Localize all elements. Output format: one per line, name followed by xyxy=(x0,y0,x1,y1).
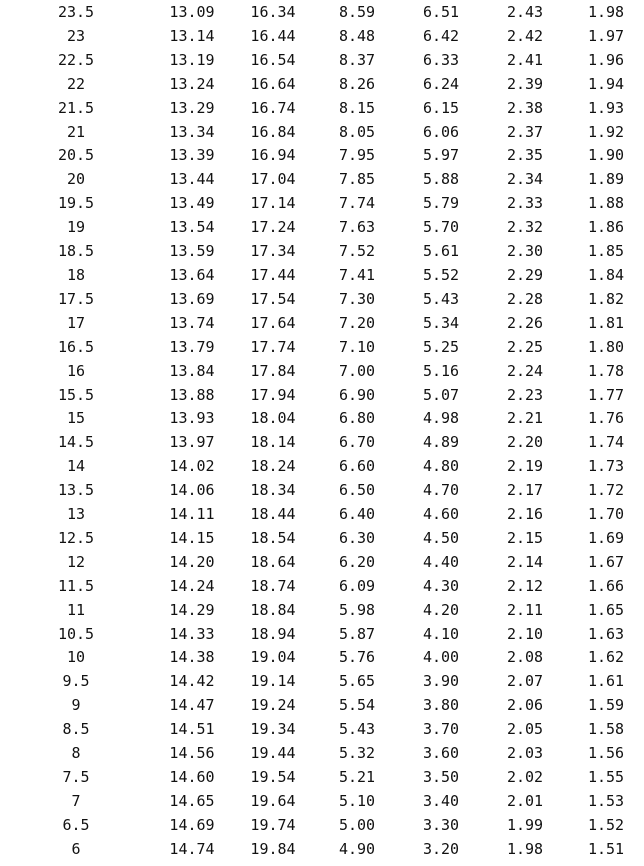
table-cell: 21 xyxy=(66,122,86,141)
table-cell: 7.74 xyxy=(338,194,376,213)
table-cell: 5.43 xyxy=(338,720,376,739)
table-cell: 5.76 xyxy=(338,648,376,667)
table-cell: 16 xyxy=(66,361,86,380)
table-cell: 6.42 xyxy=(422,26,460,45)
table-cell: 2.33 xyxy=(506,194,544,213)
table-row xyxy=(0,838,644,862)
table-cell: 14.11 xyxy=(169,505,215,524)
table-cell: 1.66 xyxy=(587,576,625,595)
table-cell: 17.24 xyxy=(250,218,296,237)
table-cell: 1.63 xyxy=(587,624,625,643)
table-row xyxy=(0,144,644,168)
table-cell: 1.88 xyxy=(587,194,625,213)
table-cell: 3.20 xyxy=(422,839,460,858)
table-cell: 2.17 xyxy=(506,481,544,500)
table-cell: 1.51 xyxy=(587,839,625,858)
table-cell: 8 xyxy=(71,744,81,763)
table-cell: 13.14 xyxy=(169,26,215,45)
table-cell: 1.86 xyxy=(587,218,625,237)
table-cell: 5.07 xyxy=(422,385,460,404)
table-cell: 13.97 xyxy=(169,433,215,452)
table-cell: 1.53 xyxy=(587,791,625,810)
table-cell: 13.79 xyxy=(169,337,215,356)
table-cell: 2.02 xyxy=(506,768,544,786)
table-cell: 6.24 xyxy=(422,74,460,93)
table-cell: 2.21 xyxy=(506,409,544,428)
table-cell: 8.37 xyxy=(338,50,376,69)
table-cell: 2.08 xyxy=(506,648,544,667)
table-cell: 1.52 xyxy=(587,815,625,834)
table-cell: 2.19 xyxy=(506,457,544,476)
table-cell: 19 xyxy=(66,218,86,237)
table-cell: 1.76 xyxy=(587,409,625,428)
table-cell: 2.11 xyxy=(506,600,544,619)
table-cell: 17.74 xyxy=(250,337,296,356)
table-cell: 16.44 xyxy=(250,26,296,45)
table-cell: 8.59 xyxy=(338,3,376,21)
table-cell: 2.35 xyxy=(506,146,544,165)
table-cell: 14.38 xyxy=(169,648,215,667)
table-cell: 17.44 xyxy=(250,265,296,284)
table-cell: 5.65 xyxy=(338,672,376,691)
table-row xyxy=(0,814,644,838)
table-row xyxy=(0,1,644,25)
table-cell: 11 xyxy=(66,600,86,619)
table-cell: 2.28 xyxy=(506,289,544,308)
table-cell: 7.41 xyxy=(338,265,376,284)
table-cell: 1.73 xyxy=(587,457,625,476)
table-cell: 10 xyxy=(66,648,86,667)
table-cell: 1.80 xyxy=(587,337,625,356)
table-cell: 7.10 xyxy=(338,337,376,356)
table-row xyxy=(0,264,644,288)
table-cell: 2.30 xyxy=(506,242,544,261)
table-cell: 13.88 xyxy=(169,385,215,404)
table-cell: 14.69 xyxy=(169,815,215,834)
table-cell: 5.25 xyxy=(422,337,460,356)
table-cell: 6.90 xyxy=(338,385,376,404)
table-cell: 17.34 xyxy=(250,242,296,261)
table-cell: 13.44 xyxy=(169,170,215,189)
table-cell: 7.30 xyxy=(338,289,376,308)
table-cell: 1.61 xyxy=(587,672,625,691)
table-cell: 17.84 xyxy=(250,361,296,380)
table-cell: 16.34 xyxy=(250,3,296,21)
table-cell: 4.20 xyxy=(422,600,460,619)
table-cell: 9.5 xyxy=(62,672,90,691)
table-cell: 1.81 xyxy=(587,313,625,332)
table-cell: 3.30 xyxy=(422,815,460,834)
table-cell: 5.87 xyxy=(338,624,376,643)
table-cell: 6 xyxy=(71,839,81,858)
table-cell: 1.98 xyxy=(506,839,544,858)
table-cell: 18.04 xyxy=(250,409,296,428)
table-cell: 18.24 xyxy=(250,457,296,476)
table-cell: 4.90 xyxy=(338,839,376,858)
table-cell: 6.70 xyxy=(338,433,376,452)
table-cell: 5.98 xyxy=(338,600,376,619)
table-cell: 12.5 xyxy=(57,528,95,547)
table-cell: 2.06 xyxy=(506,696,544,715)
table-cell: 2.03 xyxy=(506,744,544,763)
table-cell: 2.16 xyxy=(506,505,544,524)
table-cell: 3.50 xyxy=(422,768,460,786)
table-cell: 14.29 xyxy=(169,600,215,619)
table-cell: 7.63 xyxy=(338,218,376,237)
table-row xyxy=(0,742,644,766)
table-cell: 1.84 xyxy=(587,265,625,284)
table-cell: 1.82 xyxy=(587,289,625,308)
table-cell: 18.54 xyxy=(250,528,296,547)
table-cell: 13.29 xyxy=(169,98,215,117)
table-cell: 2.43 xyxy=(506,3,544,21)
table-cell: 1.59 xyxy=(587,696,625,715)
table-cell: 14.65 xyxy=(169,791,215,810)
table-cell: 9 xyxy=(71,696,81,715)
table-cell: 5.97 xyxy=(422,146,460,165)
table-cell: 1.98 xyxy=(587,3,625,21)
table-cell: 6.09 xyxy=(338,576,376,595)
table-cell: 1.94 xyxy=(587,74,625,93)
table-cell: 2.01 xyxy=(506,791,544,810)
table-cell: 18.64 xyxy=(250,552,296,571)
table-row xyxy=(0,599,644,623)
table-cell: 1.62 xyxy=(587,648,625,667)
table-cell: 19.84 xyxy=(250,839,296,858)
table-cell: 3.80 xyxy=(422,696,460,715)
table-cell: 18.34 xyxy=(250,481,296,500)
table-row xyxy=(0,575,644,599)
table-cell: 13 xyxy=(66,505,86,524)
table-cell: 11.5 xyxy=(57,576,95,595)
table-cell: 20.5 xyxy=(57,146,95,165)
table-cell: 6.30 xyxy=(338,528,376,547)
data-table xyxy=(0,1,644,862)
table-cell: 2.20 xyxy=(506,433,544,452)
table-cell: 5.34 xyxy=(422,313,460,332)
table-cell: 4.80 xyxy=(422,457,460,476)
table-cell: 13.64 xyxy=(169,265,215,284)
table-cell: 13.74 xyxy=(169,313,215,332)
table-cell: 4.60 xyxy=(422,505,460,524)
table-cell: 2.15 xyxy=(506,528,544,547)
table-cell: 6.50 xyxy=(338,481,376,500)
table-cell: 2.41 xyxy=(506,50,544,69)
table-cell: 4.10 xyxy=(422,624,460,643)
table-cell: 2.34 xyxy=(506,170,544,189)
table-cell: 22.5 xyxy=(57,50,95,69)
table-cell: 18 xyxy=(66,265,86,284)
table-row xyxy=(0,431,644,455)
table-cell: 16.84 xyxy=(250,122,296,141)
table-cell: 14.33 xyxy=(169,624,215,643)
table-cell: 16.5 xyxy=(57,337,95,356)
table-cell: 1.92 xyxy=(587,122,625,141)
table-cell: 8.5 xyxy=(62,720,90,739)
table-cell: 20 xyxy=(66,170,86,189)
table-cell: 2.10 xyxy=(506,624,544,643)
table-cell: 5.43 xyxy=(422,289,460,308)
table-cell: 14.24 xyxy=(169,576,215,595)
table-cell: 18.84 xyxy=(250,600,296,619)
table-cell: 5.61 xyxy=(422,242,460,261)
table-cell: 19.44 xyxy=(250,744,296,763)
table-row xyxy=(0,527,644,551)
table-cell: 6.80 xyxy=(338,409,376,428)
table-cell: 13.93 xyxy=(169,409,215,428)
table-cell: 1.77 xyxy=(587,385,625,404)
table-cell: 7 xyxy=(71,791,81,810)
table-cell: 1.96 xyxy=(587,50,625,69)
table-cell: 5.16 xyxy=(422,361,460,380)
table-cell: 1.55 xyxy=(587,768,625,786)
table-cell: 6.15 xyxy=(422,98,460,117)
table-cell: 2.32 xyxy=(506,218,544,237)
table-cell: 7.00 xyxy=(338,361,376,380)
table-cell: 19.04 xyxy=(250,648,296,667)
table-cell: 7.85 xyxy=(338,170,376,189)
table-cell: 4.70 xyxy=(422,481,460,500)
table-cell: 2.29 xyxy=(506,265,544,284)
table-cell: 14.74 xyxy=(169,839,215,858)
table-cell: 1.65 xyxy=(587,600,625,619)
table-cell: 19.64 xyxy=(250,791,296,810)
table-cell: 5.00 xyxy=(338,815,376,834)
table-cell: 5.70 xyxy=(422,218,460,237)
table-cell: 17.54 xyxy=(250,289,296,308)
table-cell: 14.02 xyxy=(169,457,215,476)
table-cell: 13.24 xyxy=(169,74,215,93)
table-cell: 16.64 xyxy=(250,74,296,93)
table-body xyxy=(0,1,644,862)
table-cell: 14.20 xyxy=(169,552,215,571)
table-cell: 17.94 xyxy=(250,385,296,404)
table-cell: 10.5 xyxy=(57,624,95,643)
table-cell: 14.51 xyxy=(169,720,215,739)
table-cell: 7.5 xyxy=(62,768,90,786)
table-cell: 1.67 xyxy=(587,552,625,571)
table-cell: 6.60 xyxy=(338,457,376,476)
table-cell: 1.70 xyxy=(587,505,625,524)
table-cell: 6.5 xyxy=(62,815,90,834)
table-row xyxy=(0,336,644,360)
table-cell: 17 xyxy=(66,313,86,332)
table-cell: 1.72 xyxy=(587,481,625,500)
table-cell: 4.98 xyxy=(422,409,460,428)
table-cell: 19.34 xyxy=(250,720,296,739)
table-cell: 1.90 xyxy=(587,146,625,165)
table-cell: 14.42 xyxy=(169,672,215,691)
table-cell: 23.5 xyxy=(57,3,95,21)
table-cell: 8.26 xyxy=(338,74,376,93)
table-cell: 1.78 xyxy=(587,361,625,380)
table-row xyxy=(0,240,644,264)
table-cell: 17.04 xyxy=(250,170,296,189)
table-cell: 1.99 xyxy=(506,815,544,834)
table-cell: 14.47 xyxy=(169,696,215,715)
table-cell: 3.70 xyxy=(422,720,460,739)
table-cell: 22 xyxy=(66,74,86,93)
table-row xyxy=(0,790,644,814)
table-cell: 23 xyxy=(66,26,86,45)
table-cell: 18.14 xyxy=(250,433,296,452)
table-cell: 6.06 xyxy=(422,122,460,141)
table-cell: 7.52 xyxy=(338,242,376,261)
table-cell: 18.94 xyxy=(250,624,296,643)
table-row xyxy=(0,25,644,49)
table-cell: 19.5 xyxy=(57,194,95,213)
table-cell: 14.56 xyxy=(169,744,215,763)
table-cell: 4.50 xyxy=(422,528,460,547)
table-row xyxy=(0,718,644,742)
table-row xyxy=(0,694,644,718)
table-cell: 1.69 xyxy=(587,528,625,547)
table-cell: 6.20 xyxy=(338,552,376,571)
table-cell: 1.74 xyxy=(587,433,625,452)
table-cell: 13.84 xyxy=(169,361,215,380)
table-row xyxy=(0,168,644,192)
table-cell: 7.20 xyxy=(338,313,376,332)
table-cell: 1.58 xyxy=(587,720,625,739)
table-cell: 13.09 xyxy=(169,3,215,21)
table-cell: 13.39 xyxy=(169,146,215,165)
table-cell: 1.97 xyxy=(587,26,625,45)
table-cell: 17.64 xyxy=(250,313,296,332)
table-cell: 2.07 xyxy=(506,672,544,691)
table-cell: 5.52 xyxy=(422,265,460,284)
table-cell: 16.74 xyxy=(250,98,296,117)
table-cell: 6.33 xyxy=(422,50,460,69)
table-cell: 3.90 xyxy=(422,672,460,691)
table-cell: 2.26 xyxy=(506,313,544,332)
table-row xyxy=(0,384,644,408)
table-row xyxy=(0,192,644,216)
table-row xyxy=(0,312,644,336)
table-cell: 2.42 xyxy=(506,26,544,45)
table-row xyxy=(0,623,644,647)
table-cell: 4.00 xyxy=(422,648,460,667)
table-row xyxy=(0,49,644,73)
table-cell: 17.5 xyxy=(57,289,95,308)
table-cell: 8.48 xyxy=(338,26,376,45)
table-cell: 5.88 xyxy=(422,170,460,189)
table-cell: 2.25 xyxy=(506,337,544,356)
table-cell: 5.21 xyxy=(338,768,376,786)
table-cell: 1.56 xyxy=(587,744,625,763)
table-cell: 5.10 xyxy=(338,791,376,810)
table-cell: 19.74 xyxy=(250,815,296,834)
table-row xyxy=(0,766,644,790)
table-cell: 18.44 xyxy=(250,505,296,524)
table-cell: 17.14 xyxy=(250,194,296,213)
table-cell: 19.14 xyxy=(250,672,296,691)
table-cell: 21.5 xyxy=(57,98,95,117)
table-cell: 5.32 xyxy=(338,744,376,763)
table-cell: 18.5 xyxy=(57,242,95,261)
table-cell: 16.94 xyxy=(250,146,296,165)
table-cell: 13.19 xyxy=(169,50,215,69)
table-cell: 3.40 xyxy=(422,791,460,810)
table-cell: 13.5 xyxy=(57,481,95,500)
table-row xyxy=(0,646,644,670)
table-cell: 4.89 xyxy=(422,433,460,452)
table-cell: 8.15 xyxy=(338,98,376,117)
table-row xyxy=(0,216,644,240)
table-row xyxy=(0,670,644,694)
table-cell: 18.74 xyxy=(250,576,296,595)
table-cell: 13.59 xyxy=(169,242,215,261)
table-cell: 6.40 xyxy=(338,505,376,524)
table-row xyxy=(0,455,644,479)
table-cell: 14.15 xyxy=(169,528,215,547)
table-cell: 2.38 xyxy=(506,98,544,117)
table-cell: 14.60 xyxy=(169,768,215,786)
table-cell: 2.05 xyxy=(506,720,544,739)
table-cell: 3.60 xyxy=(422,744,460,763)
table-cell: 13.69 xyxy=(169,289,215,308)
table-cell: 19.54 xyxy=(250,768,296,786)
table-cell: 1.93 xyxy=(587,98,625,117)
table-cell: 5.79 xyxy=(422,194,460,213)
table-cell: 13.54 xyxy=(169,218,215,237)
table-cell: 4.30 xyxy=(422,576,460,595)
table-cell: 15.5 xyxy=(57,385,95,404)
table-cell: 1.85 xyxy=(587,242,625,261)
table-cell: 2.39 xyxy=(506,74,544,93)
table-cell: 2.37 xyxy=(506,122,544,141)
table-cell: 2.23 xyxy=(506,385,544,404)
table-cell: 2.24 xyxy=(506,361,544,380)
table-row xyxy=(0,551,644,575)
table-cell: 19.24 xyxy=(250,696,296,715)
table-cell: 8.05 xyxy=(338,122,376,141)
table-cell: 14.06 xyxy=(169,481,215,500)
table-cell: 16.54 xyxy=(250,50,296,69)
table-cell: 12 xyxy=(66,552,86,571)
table-cell: 6.51 xyxy=(422,3,460,21)
table-cell: 5.54 xyxy=(338,696,376,715)
table-row xyxy=(0,407,644,431)
table-row xyxy=(0,503,644,527)
table-row xyxy=(0,288,644,312)
table-row xyxy=(0,97,644,121)
table-row xyxy=(0,360,644,384)
table-row xyxy=(0,73,644,97)
table-cell: 4.40 xyxy=(422,552,460,571)
table-cell: 2.14 xyxy=(506,552,544,571)
table-cell: 7.95 xyxy=(338,146,376,165)
table-cell: 1.89 xyxy=(587,170,625,189)
table-cell: 2.12 xyxy=(506,576,544,595)
table-row xyxy=(0,121,644,145)
table-cell: 13.34 xyxy=(169,122,215,141)
table-cell: 14.5 xyxy=(57,433,95,452)
table-cell: 15 xyxy=(66,409,86,428)
table-cell: 14 xyxy=(66,457,86,476)
table-row xyxy=(0,479,644,503)
table-cell: 13.49 xyxy=(169,194,215,213)
